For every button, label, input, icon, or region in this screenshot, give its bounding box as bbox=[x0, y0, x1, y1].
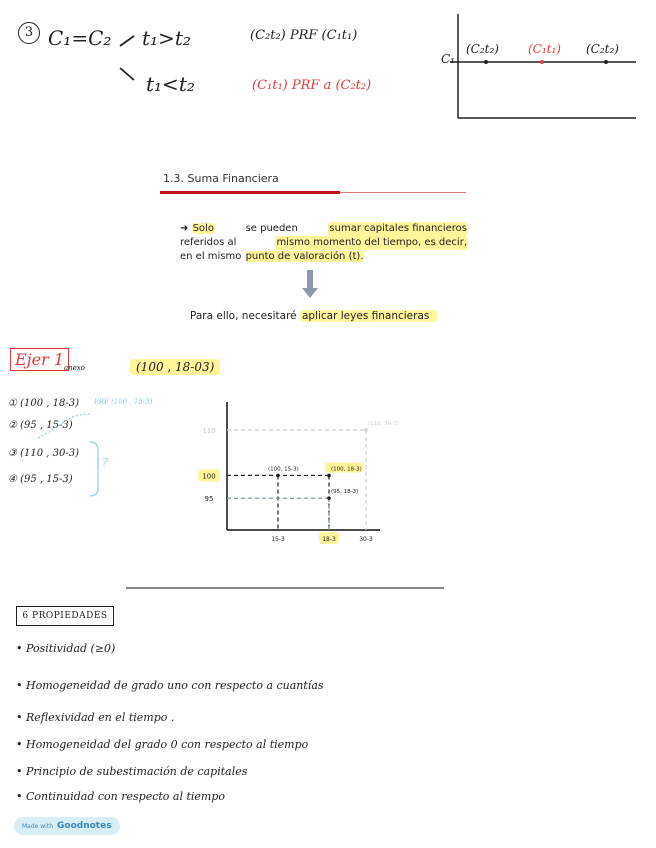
prop-item: • Positividad (≥0) bbox=[16, 642, 116, 655]
top-right-graph bbox=[440, 12, 640, 122]
data-point-1 bbox=[327, 474, 331, 478]
hl-punto-valoracion: punto de valoración (t). bbox=[245, 251, 364, 262]
question-mark: ? bbox=[102, 456, 108, 469]
graph-point-2 bbox=[540, 60, 544, 64]
x-tick-label-15-3: 15-3 bbox=[271, 536, 285, 543]
hl-mismo-momento: mismo momento del tiempo, es decir, bbox=[276, 237, 467, 248]
hl-sumar: sumar capitales financieros bbox=[329, 223, 467, 234]
x-tick-label-18-3: 18-3 bbox=[322, 536, 336, 543]
prop-item: • Homogeneidad de grado uno con respecto a cuantías bbox=[16, 679, 324, 692]
text-se-pueden: se pueden bbox=[245, 223, 298, 234]
blue-bracket bbox=[88, 440, 104, 498]
ejer-list-4: ④ (95 , 15-3) bbox=[8, 474, 73, 485]
preference-1: (C₂t₂) PRF (C₁t₁) bbox=[250, 28, 358, 43]
graph-point-1 bbox=[484, 60, 488, 64]
branch-lines bbox=[114, 30, 144, 90]
ejer-list-3: ③ (110 , 30-3) bbox=[8, 448, 80, 459]
slide-paragraph bbox=[180, 222, 468, 264]
section-divider bbox=[126, 587, 444, 589]
equation-c1-c2: C₁=C₂ bbox=[48, 26, 112, 50]
prop-item: • Reflexividad en el tiempo . bbox=[16, 711, 175, 724]
y-tick-label-100: 100 bbox=[202, 472, 216, 481]
prop-item: • Continuidad con respecto al tiempo bbox=[16, 790, 226, 803]
text-en-el-mismo: en el mismo bbox=[180, 251, 242, 262]
hl-aplicar-leyes: aplicar leyes financieras bbox=[300, 310, 437, 322]
slide-conclusion: Para ello, necesitaré aplicar leyes financieras bbox=[190, 310, 437, 322]
y-tick-label-95: 95 bbox=[204, 495, 214, 504]
inequality-t1-less: t₁<t₂ bbox=[146, 72, 195, 96]
y-tick-label-110: 110 bbox=[202, 427, 216, 435]
text-referidos: referidos al bbox=[180, 237, 237, 248]
prop-item: • Homogeneidad del grado 0 con respecto al tiempo bbox=[16, 738, 309, 751]
circled-number: 3 bbox=[18, 22, 40, 44]
goodnotes-badge[interactable] bbox=[14, 817, 120, 835]
badge-made-with: Made with bbox=[22, 822, 53, 830]
data-point-3 bbox=[364, 428, 368, 432]
ejer-capital: (100 , 18-03) bbox=[130, 359, 220, 375]
arrow-glyph: ➜ bbox=[180, 223, 189, 234]
ejer-title-box: Ejer 1 bbox=[10, 348, 69, 371]
data-point-label-1: (100, 18-3) bbox=[331, 466, 362, 473]
x-tick-label-30-3: 30-3 bbox=[359, 536, 373, 543]
graph-y-label: C₁ bbox=[441, 52, 455, 66]
heading-rule-light bbox=[340, 192, 466, 193]
badge-brand: Goodnotes bbox=[57, 821, 112, 831]
ejer-subtitle: anexo bbox=[64, 364, 85, 372]
data-point-2 bbox=[327, 496, 331, 500]
hl-solo: Solo bbox=[192, 223, 214, 234]
down-arrow-icon bbox=[301, 270, 319, 300]
ejer-chart bbox=[190, 396, 420, 546]
data-point-label-3: (110, 30-3) bbox=[368, 421, 399, 427]
ejer-blue-note: PRF (100 , 18-3) bbox=[94, 398, 153, 406]
slide-heading: 1.3. Suma Financiera bbox=[163, 172, 279, 185]
props-title-box: 6 PROPIEDADES bbox=[16, 606, 114, 626]
ejer-list-2: ② (95 , 15-3) bbox=[8, 420, 73, 431]
ejer-list-1: ① (100 , 18-3) bbox=[8, 398, 80, 409]
data-point-label-2: (95, 18-3) bbox=[331, 489, 359, 496]
graph-point-label-1: (C₂t₂) bbox=[466, 42, 499, 56]
inequality-t1-greater: t₁>t₂ bbox=[142, 26, 191, 50]
graph-point-3 bbox=[604, 60, 608, 64]
heading-rule-dark bbox=[160, 191, 340, 194]
graph-point-label-3: (C₂t₂) bbox=[586, 42, 619, 56]
graph-point-label-2: (C₁t₁) bbox=[528, 42, 561, 56]
preference-2: (C₁t₁) PRF a (C₂t₂) bbox=[252, 78, 372, 93]
data-point-label-0: (100, 15-3) bbox=[268, 466, 299, 473]
blue-sketch-mark bbox=[34, 412, 94, 442]
prop-item: • Principio de subestimación de capitales bbox=[16, 765, 248, 778]
